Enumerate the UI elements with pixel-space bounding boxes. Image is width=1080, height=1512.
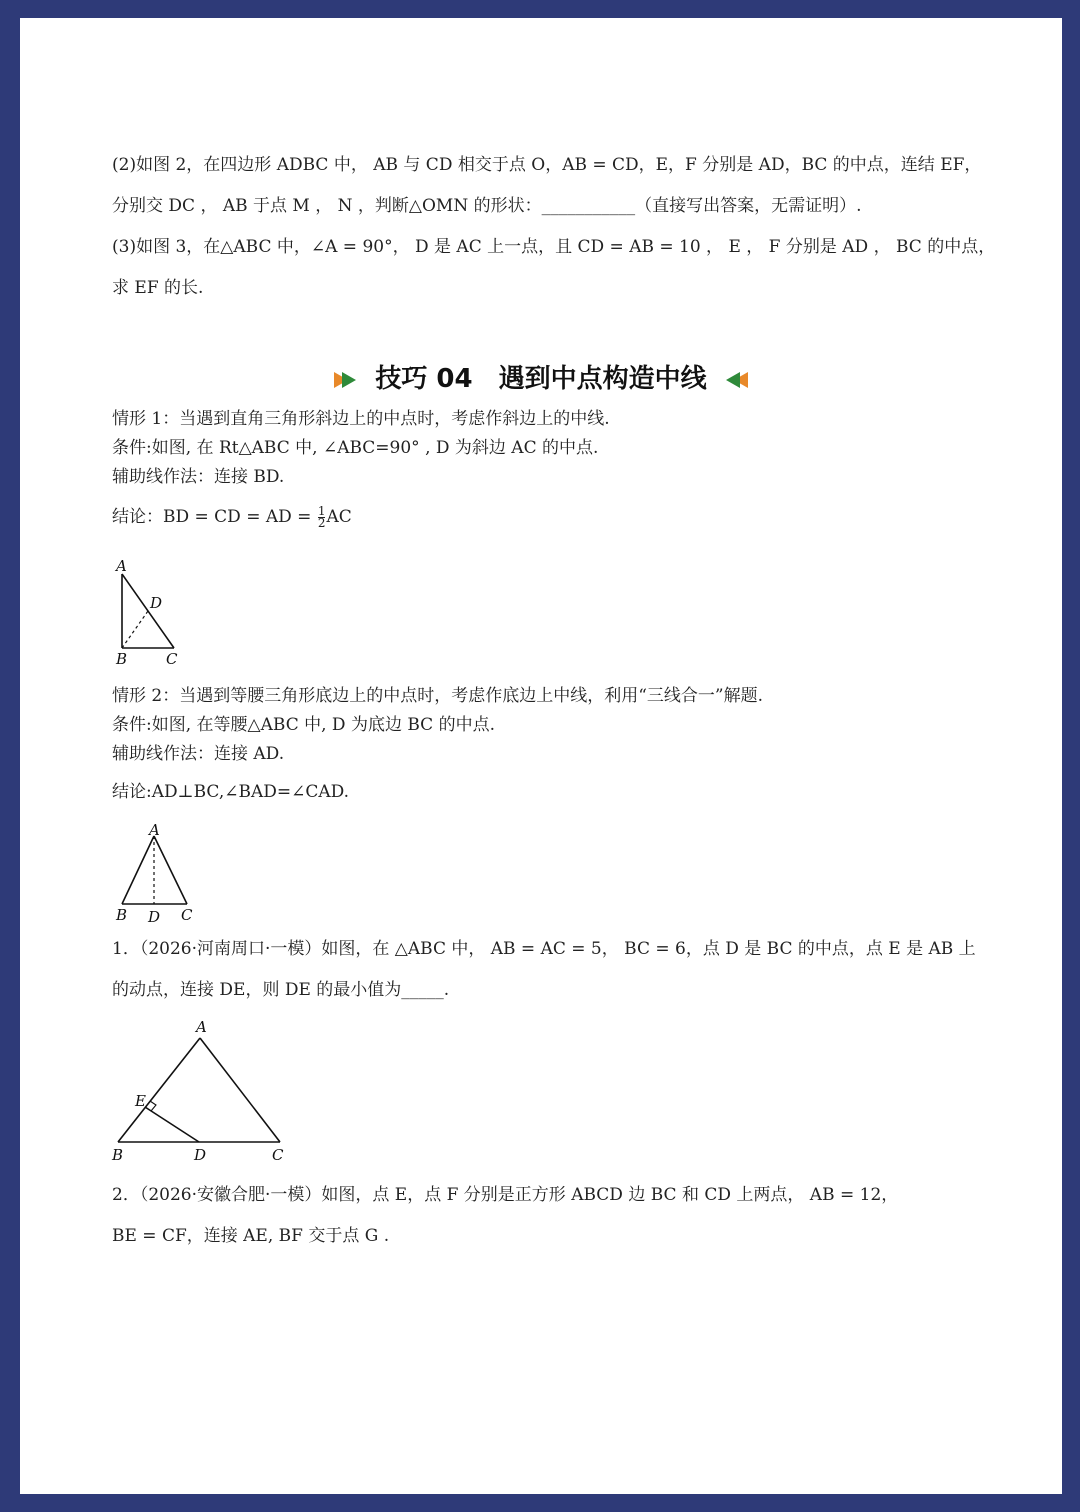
case2-line3: 辅助线作法：连接 AD. xyxy=(112,744,285,764)
right-arrow-icon xyxy=(332,371,360,389)
case2-label-c: C xyxy=(181,906,193,924)
q2-line2: BE = CF，连接 AE, BF 交于点 G . xyxy=(112,1226,390,1246)
section-title: 技巧 04 遇到中点构造中线 xyxy=(375,364,707,394)
case1-label-d: D xyxy=(150,594,163,612)
case1-conclusion-ac: AC xyxy=(326,507,352,527)
q1-figure xyxy=(108,1018,308,1168)
half-fraction xyxy=(318,506,326,529)
case1-label-b: B xyxy=(116,650,128,668)
case2-label-a: A xyxy=(149,821,160,839)
case1-line1: 情形 1：当遇到直角三角形斜边上的中点时，考虑作斜边上的中线. xyxy=(112,409,610,429)
section-title-row xyxy=(20,362,1062,396)
q1-line1: 1．（2026·河南周口·一模）如图，在 △ABC 中， AB = AC = 5， BC = 6，点 D 是 BC 的中点，点 E 是 AB 上 xyxy=(112,939,976,959)
q1-label-a: A xyxy=(196,1018,207,1036)
case2-label-d: D xyxy=(148,908,161,926)
prev-q3-line2: 求 EF 的长. xyxy=(112,278,204,298)
case2-label-b: B xyxy=(116,906,128,924)
q1-label-c: C xyxy=(272,1146,284,1164)
case2-line2: 条件:如图, 在等腰△ABC 中, D 为底边 BC 的中点. xyxy=(112,715,495,735)
prev-q2-line1: (2)如图 2，在四边形 ADBC 中， AB 与 CD 相交于点 O，AB = CD，E，F 分别是 AD，BC 的中点，连结 EF， xyxy=(112,155,982,175)
q1-label-e: E xyxy=(135,1092,146,1110)
case1-figure xyxy=(110,556,210,668)
prev-q3-line1: (3)如图 3，在△ABC 中，∠A = 90°， D 是 AC 上一点，且 CD = AB = 10 ， E ， F 分别是 AD ， BC 的中点， xyxy=(112,237,996,257)
prev-q2-line2: 分别交 DC ， AB 于点 M ， N ，判断△OMN 的形状：___________（直接写出答案，无需证明）. xyxy=(112,196,862,216)
q1-label-d: D xyxy=(194,1146,207,1164)
case1-line3: 辅助线作法：连接 BD. xyxy=(112,467,285,487)
q1-label-b: B xyxy=(112,1146,124,1164)
case1-label-a: A xyxy=(116,557,127,575)
fraction-numerator: 1 xyxy=(317,504,326,518)
case2-line1: 情形 2：当遇到等腰三角形底边上的中点时，考虑作底边上中线，利用“三线合一”解题. xyxy=(112,686,764,706)
q2-line1: 2．（2026·安徽合肥·一模）如图，点 E，点 F 分别是正方形 ABCD 边 BC 和 CD 上两点， AB = 12， xyxy=(112,1185,899,1205)
fraction-denominator: 2 xyxy=(317,516,326,530)
q1-line2: 的动点，连接 DE，则 DE 的最小值为_____. xyxy=(112,980,450,1000)
case1-line2: 条件:如图, 在 Rt△ABC 中, ∠ABC=90° , D 为斜边 AC 的中点. xyxy=(112,438,599,458)
case2-figure xyxy=(110,818,220,930)
case2-conclusion: 结论:AD⊥BC,∠BAD=∠CAD. xyxy=(112,782,350,802)
document-page xyxy=(20,18,1062,1494)
case1-conclusion-text: 结论：BD = CD = AD = xyxy=(112,507,317,527)
left-arrow-icon xyxy=(722,371,750,389)
case1-conclusion xyxy=(112,506,352,529)
case1-label-c: C xyxy=(166,650,178,668)
